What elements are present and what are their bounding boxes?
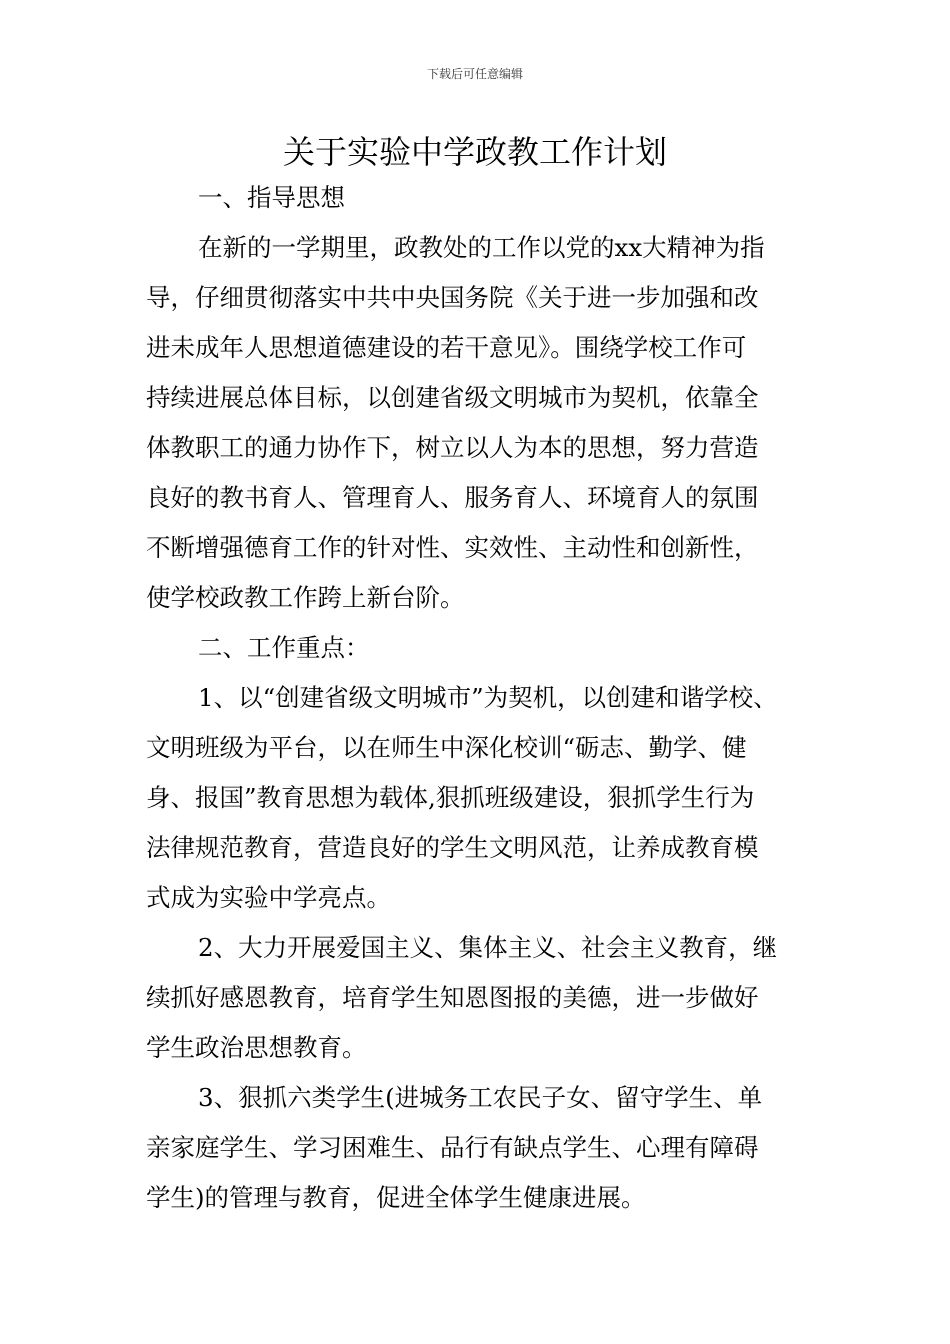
paragraph-line: 学生政治思想教育。 xyxy=(146,1033,367,1062)
paragraph-line: 1、以“创建省级文明城市”为契机，以创建和谐学校、 xyxy=(198,683,778,712)
section-heading-work-focus: 二、工作重点： xyxy=(198,633,370,662)
paragraph-line: 3、狠抓六类学生(进城务工农民子女、留守学生、单 xyxy=(198,1083,763,1112)
section-heading-guiding-ideology: 一、指导思想 xyxy=(198,183,345,212)
paragraph-line: 学生)的管理与教育，促进全体学生健康进展。 xyxy=(146,1183,646,1212)
paragraph-line: 不断增强德育工作的针对性、实效性、主动性和创新性， xyxy=(146,533,759,562)
document-title: 关于实验中学政教工作计划 xyxy=(282,133,667,171)
paragraph-line: 法律规范教育，营造良好的学生文明风范，让养成教育模 xyxy=(146,833,759,862)
paragraph-line: 使学校政教工作跨上新台阶。 xyxy=(146,583,465,612)
paragraph-line: 体教职工的通力协作下，树立以人为本的思想，努力营造 xyxy=(146,433,759,462)
paragraph-line: 持续进展总体目标，以创建省级文明城市为契机，依靠全 xyxy=(146,383,759,412)
paragraph-line: 2、大力开展爱国主义、集体主义、社会主义教育，继 xyxy=(198,933,778,962)
paragraph-line: 进未成年人思想道德建设的若干意见》。围绕学校工作可 xyxy=(146,333,747,362)
page-header-note: 下载后可任意编辑 xyxy=(426,67,523,81)
paragraph-line: 亲家庭学生、学习困难生、品行有缺点学生、心理有障碍 xyxy=(146,1133,759,1162)
paragraph-line: 身、报国”教育思想为载体,狠抓班级建设，狠抓学生行为 xyxy=(146,783,755,812)
paragraph-line: 续抓好感恩教育，培育学生知恩图报的美德，进一步做好 xyxy=(146,983,759,1012)
paragraph-line: 式成为实验中学亮点。 xyxy=(146,883,391,912)
paragraph-line: 良好的教书育人、管理育人、服务育人、环境育人的氛围 xyxy=(146,483,759,512)
paragraph-line: 导，仔细贯彻落实中共中央国务院《关于进一步加强和改 xyxy=(146,283,759,312)
paragraph-line: 在新的一学期里，政教处的工作以党的xx大精神为指 xyxy=(198,233,765,262)
paragraph-line: 文明班级为平台，以在师生中深化校训“砺志、勤学、健 xyxy=(146,733,747,762)
